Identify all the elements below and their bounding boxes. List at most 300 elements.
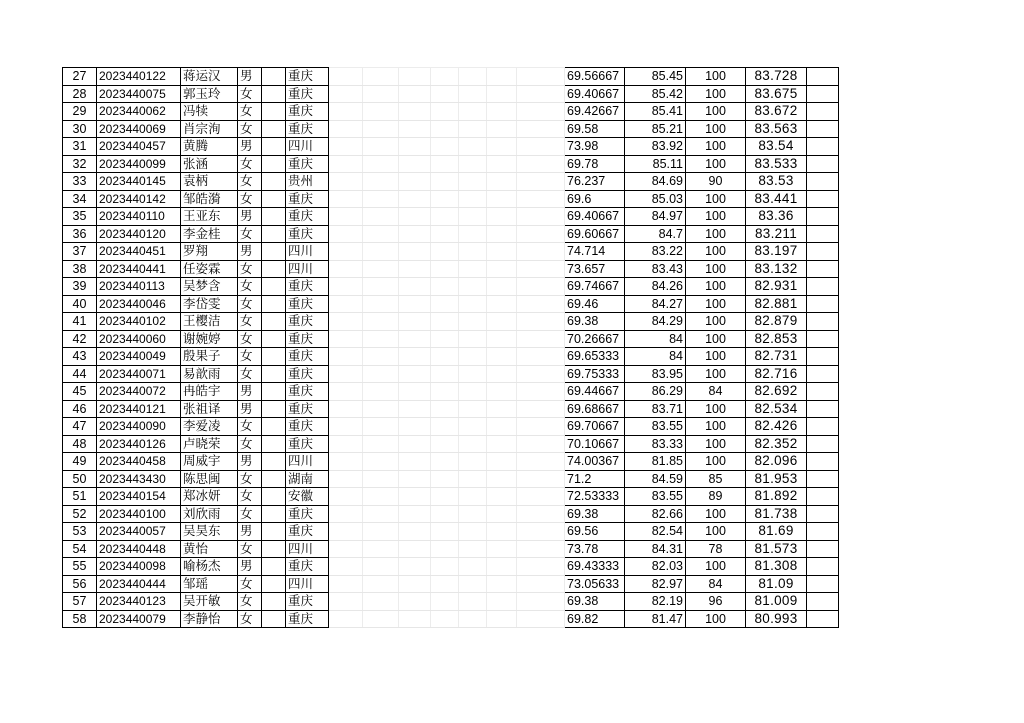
gender-cell: 女	[238, 610, 262, 628]
faint-cell	[517, 348, 565, 366]
student-id-cell: 2023440098	[97, 558, 181, 576]
table-row	[63, 575, 839, 593]
faint-cell	[517, 295, 565, 313]
faint-cell	[459, 155, 487, 173]
score-b-cell: 84.97	[625, 208, 686, 226]
province-cell: 重庆	[286, 348, 329, 366]
score-c-cell: 100	[686, 68, 746, 86]
faint-cell	[329, 540, 363, 558]
name-cell: 吴昊东	[181, 523, 238, 541]
table-row	[63, 103, 839, 121]
rank-cell: 57	[63, 593, 97, 611]
score-b-cell: 82.54	[625, 523, 686, 541]
student-id-cell: 2023440126	[97, 435, 181, 453]
faint-cell	[431, 313, 459, 331]
total-score-cell: 83.675	[746, 85, 807, 103]
faint-cell	[517, 400, 565, 418]
gender-cell: 男	[238, 208, 262, 226]
faint-cell	[487, 68, 517, 86]
faint-cell	[517, 540, 565, 558]
faint-cell	[431, 173, 459, 191]
gender-cell: 女	[238, 103, 262, 121]
faint-cell	[431, 575, 459, 593]
score-a-cell: 69.42667	[565, 103, 625, 121]
total-score-cell: 82.853	[746, 330, 807, 348]
score-a-cell: 69.60667	[565, 225, 625, 243]
score-b-cell: 83.55	[625, 418, 686, 436]
total-score-cell: 80.993	[746, 610, 807, 628]
total-score-cell: 81.573	[746, 540, 807, 558]
score-b-cell: 84.27	[625, 295, 686, 313]
score-a-cell: 70.10667	[565, 435, 625, 453]
student-id-cell: 2023440142	[97, 190, 181, 208]
score-b-cell: 84.69	[625, 173, 686, 191]
faint-cell	[363, 190, 399, 208]
total-score-cell: 81.009	[746, 593, 807, 611]
score-a-cell: 69.38	[565, 313, 625, 331]
score-b-cell: 84	[625, 348, 686, 366]
score-c-cell: 84	[686, 383, 746, 401]
student-id-cell: 2023440100	[97, 505, 181, 523]
table-row	[63, 365, 839, 383]
gender-cell: 男	[238, 138, 262, 156]
province-cell: 重庆	[286, 330, 329, 348]
gender-cell: 男	[238, 558, 262, 576]
blank-cell	[807, 208, 839, 226]
student-id-cell: 2023440072	[97, 383, 181, 401]
blank-cell	[262, 418, 286, 436]
faint-cell	[399, 295, 431, 313]
score-b-cell: 84.31	[625, 540, 686, 558]
score-b-cell: 83.95	[625, 365, 686, 383]
faint-cell	[517, 418, 565, 436]
faint-cell	[431, 68, 459, 86]
faint-cell	[329, 155, 363, 173]
faint-cell	[487, 173, 517, 191]
faint-cell	[431, 505, 459, 523]
faint-cell	[459, 435, 487, 453]
total-score-cell: 82.881	[746, 295, 807, 313]
score-b-cell: 82.66	[625, 505, 686, 523]
student-id-cell: 2023440451	[97, 243, 181, 261]
blank-cell	[807, 365, 839, 383]
student-id-cell: 2023440060	[97, 330, 181, 348]
student-id-cell: 2023443430	[97, 470, 181, 488]
faint-cell	[431, 540, 459, 558]
table-body	[63, 68, 839, 628]
faint-cell	[329, 435, 363, 453]
faint-cell	[517, 313, 565, 331]
faint-cell	[363, 330, 399, 348]
score-b-cell: 81.47	[625, 610, 686, 628]
faint-cell	[399, 488, 431, 506]
faint-cell	[517, 225, 565, 243]
province-cell: 重庆	[286, 278, 329, 296]
faint-cell	[487, 243, 517, 261]
faint-cell	[487, 190, 517, 208]
faint-cell	[459, 400, 487, 418]
student-id-cell: 2023440448	[97, 540, 181, 558]
faint-cell	[517, 85, 565, 103]
faint-cell	[363, 575, 399, 593]
faint-cell	[329, 85, 363, 103]
name-cell: 刘欣雨	[181, 505, 238, 523]
name-cell: 李金桂	[181, 225, 238, 243]
faint-cell	[329, 278, 363, 296]
blank-cell	[262, 313, 286, 331]
score-c-cell: 89	[686, 488, 746, 506]
score-c-cell: 100	[686, 505, 746, 523]
faint-cell	[459, 505, 487, 523]
faint-cell	[399, 173, 431, 191]
total-score-cell: 83.53	[746, 173, 807, 191]
score-a-cell: 69.38	[565, 593, 625, 611]
score-c-cell: 100	[686, 453, 746, 471]
faint-cell	[329, 470, 363, 488]
faint-cell	[363, 85, 399, 103]
score-c-cell: 100	[686, 365, 746, 383]
total-score-cell: 81.953	[746, 470, 807, 488]
blank-cell	[262, 260, 286, 278]
faint-cell	[517, 173, 565, 191]
score-a-cell: 69.74667	[565, 278, 625, 296]
faint-cell	[431, 348, 459, 366]
score-a-cell: 69.75333	[565, 365, 625, 383]
faint-cell	[487, 365, 517, 383]
faint-cell	[487, 523, 517, 541]
faint-cell	[517, 593, 565, 611]
blank-cell	[807, 523, 839, 541]
gender-cell: 女	[238, 575, 262, 593]
province-cell: 四川	[286, 453, 329, 471]
faint-cell	[487, 435, 517, 453]
blank-cell	[262, 330, 286, 348]
rank-cell: 44	[63, 365, 97, 383]
rank-cell: 31	[63, 138, 97, 156]
rank-cell: 50	[63, 470, 97, 488]
score-a-cell: 73.78	[565, 540, 625, 558]
faint-cell	[399, 278, 431, 296]
faint-cell	[459, 173, 487, 191]
faint-cell	[459, 120, 487, 138]
blank-cell	[807, 190, 839, 208]
faint-cell	[363, 208, 399, 226]
province-cell: 重庆	[286, 435, 329, 453]
gender-cell: 男	[238, 453, 262, 471]
score-c-cell: 100	[686, 278, 746, 296]
province-cell: 重庆	[286, 208, 329, 226]
blank-cell	[262, 295, 286, 313]
faint-cell	[431, 523, 459, 541]
score-b-cell: 83.33	[625, 435, 686, 453]
gender-cell: 女	[238, 155, 262, 173]
rank-cell: 27	[63, 68, 97, 86]
faint-cell	[399, 453, 431, 471]
faint-cell	[329, 208, 363, 226]
name-cell: 邹皓漪	[181, 190, 238, 208]
faint-cell	[329, 453, 363, 471]
table-row	[63, 190, 839, 208]
student-id-cell: 2023440121	[97, 400, 181, 418]
score-c-cell: 100	[686, 85, 746, 103]
total-score-cell: 82.426	[746, 418, 807, 436]
name-cell: 黄腾	[181, 138, 238, 156]
total-score-cell: 83.211	[746, 225, 807, 243]
rank-cell: 56	[63, 575, 97, 593]
faint-cell	[399, 313, 431, 331]
blank-cell	[807, 470, 839, 488]
blank-cell	[262, 488, 286, 506]
faint-cell	[517, 505, 565, 523]
blank-cell	[262, 120, 286, 138]
rank-cell: 39	[63, 278, 97, 296]
score-c-cell: 100	[686, 523, 746, 541]
faint-cell	[363, 295, 399, 313]
rank-cell: 47	[63, 418, 97, 436]
faint-cell	[363, 278, 399, 296]
faint-cell	[487, 348, 517, 366]
table-row	[63, 505, 839, 523]
faint-cell	[431, 365, 459, 383]
score-c-cell: 100	[686, 348, 746, 366]
faint-cell	[399, 225, 431, 243]
blank-cell	[807, 400, 839, 418]
gender-cell: 女	[238, 348, 262, 366]
rank-cell: 30	[63, 120, 97, 138]
total-score-cell: 81.892	[746, 488, 807, 506]
gender-cell: 女	[238, 505, 262, 523]
faint-cell	[399, 558, 431, 576]
faint-cell	[459, 540, 487, 558]
total-score-cell: 83.197	[746, 243, 807, 261]
faint-cell	[487, 208, 517, 226]
faint-cell	[363, 418, 399, 436]
faint-cell	[329, 190, 363, 208]
score-b-cell: 85.21	[625, 120, 686, 138]
table-row	[63, 540, 839, 558]
faint-cell	[329, 348, 363, 366]
total-score-cell: 82.716	[746, 365, 807, 383]
faint-cell	[431, 190, 459, 208]
faint-cell	[329, 120, 363, 138]
rank-cell: 36	[63, 225, 97, 243]
blank-cell	[262, 85, 286, 103]
rank-cell: 45	[63, 383, 97, 401]
name-cell: 李爱凌	[181, 418, 238, 436]
province-cell: 重庆	[286, 505, 329, 523]
gender-cell: 男	[238, 243, 262, 261]
gender-cell: 女	[238, 190, 262, 208]
faint-cell	[517, 120, 565, 138]
faint-cell	[363, 505, 399, 523]
score-a-cell: 74.714	[565, 243, 625, 261]
faint-cell	[459, 610, 487, 628]
name-cell: 郭玉玲	[181, 85, 238, 103]
blank-cell	[807, 173, 839, 191]
blank-cell	[807, 558, 839, 576]
faint-cell	[517, 435, 565, 453]
student-id-cell: 2023440154	[97, 488, 181, 506]
student-id-cell: 2023440441	[97, 260, 181, 278]
total-score-cell: 81.09	[746, 575, 807, 593]
faint-cell	[517, 575, 565, 593]
faint-cell	[517, 243, 565, 261]
faint-cell	[431, 610, 459, 628]
faint-cell	[431, 243, 459, 261]
name-cell: 喻杨杰	[181, 558, 238, 576]
faint-cell	[399, 348, 431, 366]
score-b-cell: 84.29	[625, 313, 686, 331]
table-row	[63, 313, 839, 331]
faint-cell	[363, 173, 399, 191]
score-c-cell: 100	[686, 190, 746, 208]
province-cell: 贵州	[286, 173, 329, 191]
table-row	[63, 225, 839, 243]
faint-cell	[459, 138, 487, 156]
table-row	[63, 243, 839, 261]
gender-cell: 女	[238, 488, 262, 506]
rank-cell: 43	[63, 348, 97, 366]
score-c-cell: 100	[686, 155, 746, 173]
rank-cell: 34	[63, 190, 97, 208]
province-cell: 重庆	[286, 225, 329, 243]
total-score-cell: 83.441	[746, 190, 807, 208]
blank-cell	[807, 453, 839, 471]
faint-cell	[431, 383, 459, 401]
gender-cell: 女	[238, 278, 262, 296]
student-id-cell: 2023440113	[97, 278, 181, 296]
faint-cell	[329, 488, 363, 506]
faint-cell	[363, 453, 399, 471]
faint-cell	[329, 313, 363, 331]
blank-cell	[262, 155, 286, 173]
blank-cell	[262, 523, 286, 541]
gender-cell: 女	[238, 540, 262, 558]
province-cell: 重庆	[286, 383, 329, 401]
blank-cell	[262, 610, 286, 628]
blank-cell	[807, 540, 839, 558]
faint-cell	[459, 470, 487, 488]
faint-cell	[363, 138, 399, 156]
faint-cell	[329, 505, 363, 523]
faint-cell	[399, 68, 431, 86]
score-b-cell: 83.22	[625, 243, 686, 261]
faint-cell	[399, 190, 431, 208]
faint-cell	[329, 610, 363, 628]
table-row	[63, 330, 839, 348]
student-id-cell: 2023440458	[97, 453, 181, 471]
score-c-cell: 100	[686, 208, 746, 226]
province-cell: 重庆	[286, 593, 329, 611]
rank-cell: 38	[63, 260, 97, 278]
faint-cell	[517, 523, 565, 541]
score-c-cell: 100	[686, 120, 746, 138]
faint-cell	[329, 225, 363, 243]
score-c-cell: 100	[686, 418, 746, 436]
name-cell: 黄怡	[181, 540, 238, 558]
score-c-cell: 100	[686, 295, 746, 313]
faint-cell	[329, 593, 363, 611]
gender-cell: 男	[238, 68, 262, 86]
score-a-cell: 76.237	[565, 173, 625, 191]
blank-cell	[807, 348, 839, 366]
table-row	[63, 155, 839, 173]
total-score-cell: 81.69	[746, 523, 807, 541]
blank-cell	[807, 418, 839, 436]
faint-cell	[431, 208, 459, 226]
total-score-cell: 82.931	[746, 278, 807, 296]
score-a-cell: 73.657	[565, 260, 625, 278]
name-cell: 谢婉婷	[181, 330, 238, 348]
faint-cell	[517, 470, 565, 488]
score-c-cell: 100	[686, 435, 746, 453]
faint-cell	[517, 610, 565, 628]
score-c-cell: 100	[686, 225, 746, 243]
faint-cell	[363, 225, 399, 243]
score-c-cell: 100	[686, 103, 746, 121]
table-row	[63, 418, 839, 436]
faint-cell	[329, 68, 363, 86]
score-b-cell: 85.41	[625, 103, 686, 121]
gender-cell: 女	[238, 365, 262, 383]
faint-cell	[431, 488, 459, 506]
faint-cell	[459, 383, 487, 401]
faint-cell	[363, 610, 399, 628]
faint-cell	[487, 540, 517, 558]
faint-cell	[363, 365, 399, 383]
faint-cell	[459, 103, 487, 121]
total-score-cell: 81.738	[746, 505, 807, 523]
faint-cell	[487, 85, 517, 103]
faint-cell	[329, 138, 363, 156]
faint-cell	[399, 208, 431, 226]
faint-cell	[329, 243, 363, 261]
score-c-cell: 100	[686, 260, 746, 278]
gender-cell: 女	[238, 313, 262, 331]
table-row	[63, 138, 839, 156]
score-b-cell: 85.11	[625, 155, 686, 173]
faint-cell	[329, 558, 363, 576]
faint-cell	[517, 330, 565, 348]
faint-cell	[363, 103, 399, 121]
rank-cell: 55	[63, 558, 97, 576]
score-a-cell: 69.56	[565, 523, 625, 541]
faint-cell	[459, 593, 487, 611]
total-score-cell: 81.308	[746, 558, 807, 576]
score-b-cell: 83.43	[625, 260, 686, 278]
score-a-cell: 73.05633	[565, 575, 625, 593]
faint-cell	[399, 610, 431, 628]
score-c-cell: 100	[686, 610, 746, 628]
name-cell: 李岱雯	[181, 295, 238, 313]
province-cell: 四川	[286, 243, 329, 261]
name-cell: 吴开敏	[181, 593, 238, 611]
blank-cell	[807, 505, 839, 523]
faint-cell	[363, 558, 399, 576]
faint-cell	[487, 330, 517, 348]
faint-cell	[431, 260, 459, 278]
total-score-cell: 82.096	[746, 453, 807, 471]
gender-cell: 女	[238, 120, 262, 138]
blank-cell	[262, 190, 286, 208]
faint-cell	[431, 85, 459, 103]
faint-cell	[399, 505, 431, 523]
faint-cell	[459, 190, 487, 208]
province-cell: 重庆	[286, 120, 329, 138]
faint-cell	[459, 243, 487, 261]
table-row	[63, 295, 839, 313]
faint-cell	[487, 575, 517, 593]
